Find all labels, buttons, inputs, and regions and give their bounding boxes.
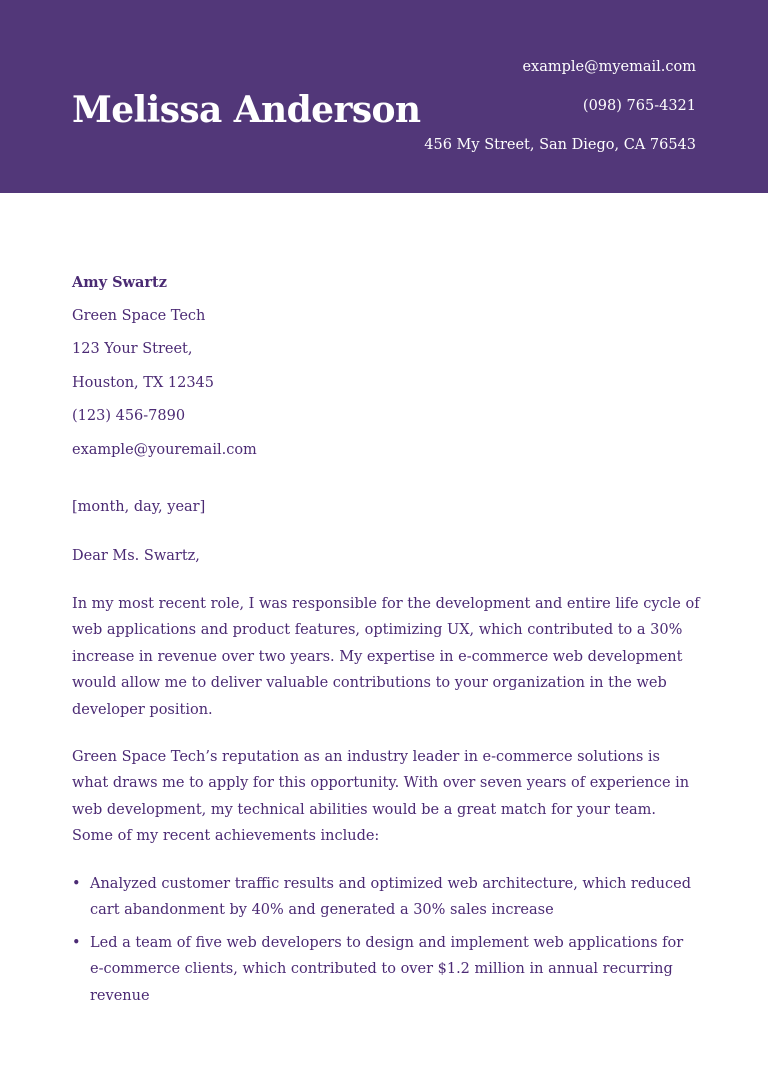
achievement-text: Analyzed customer traffic results and optimized web architecture, which reduced cart abandonment by 40% and generated a 30% sales increase [90,876,692,919]
list-item [72,871,700,924]
salutation: Dear Ms. Swartz, [72,548,200,564]
bullet-icon: • [72,934,81,951]
sender-phone: (098) 765-4321 [582,98,696,114]
achievements-list [72,871,700,1015]
recipient-block [72,266,257,468]
body-paragraph-1: In my most recent role, I was responsible for the development and entire life cycle of web applications and product features, optimizing UX, which contributed to a 30% increase in revenue over two years. My expertise in e-commerce web development would allow me to deliver valuable contributions to your organization in the web developer position. [72,596,700,718]
recipient-street: 123 Your Street, [72,341,193,358]
recipient-phone: (123) 456-7890 [72,408,186,425]
list-item [72,930,700,1009]
recipient-company: Green Space Tech [72,307,206,324]
sender-email: example@myemail.com [522,59,696,75]
recipient-city: Houston, TX 12345 [72,374,214,391]
bullet-icon: • [72,876,81,892]
letter-date: [month, day, year] [72,499,206,515]
sender-name: Melissa Anderson [72,89,421,131]
body-paragraph-2: Green Space Tech’s reputation as an industry leader in e-commerce solutions is what draws me to apply for this opportunity. With over seven years of experience in web development, my technical abilities would be a great match for your team. Some of my recent achievements include: [72,749,690,845]
recipient-name: Amy Swartz [72,274,167,291]
recipient-email: example@youremail.com [72,441,257,458]
header-banner [0,0,768,193]
sender-address: 456 My Street, San Diego, CA 76543 [424,137,696,153]
achievement-text: Led a team of five web developers to design and implement web applications for e-commerce clients, which contributed to over $1.2 million in annual recurring revenue [90,934,684,1004]
